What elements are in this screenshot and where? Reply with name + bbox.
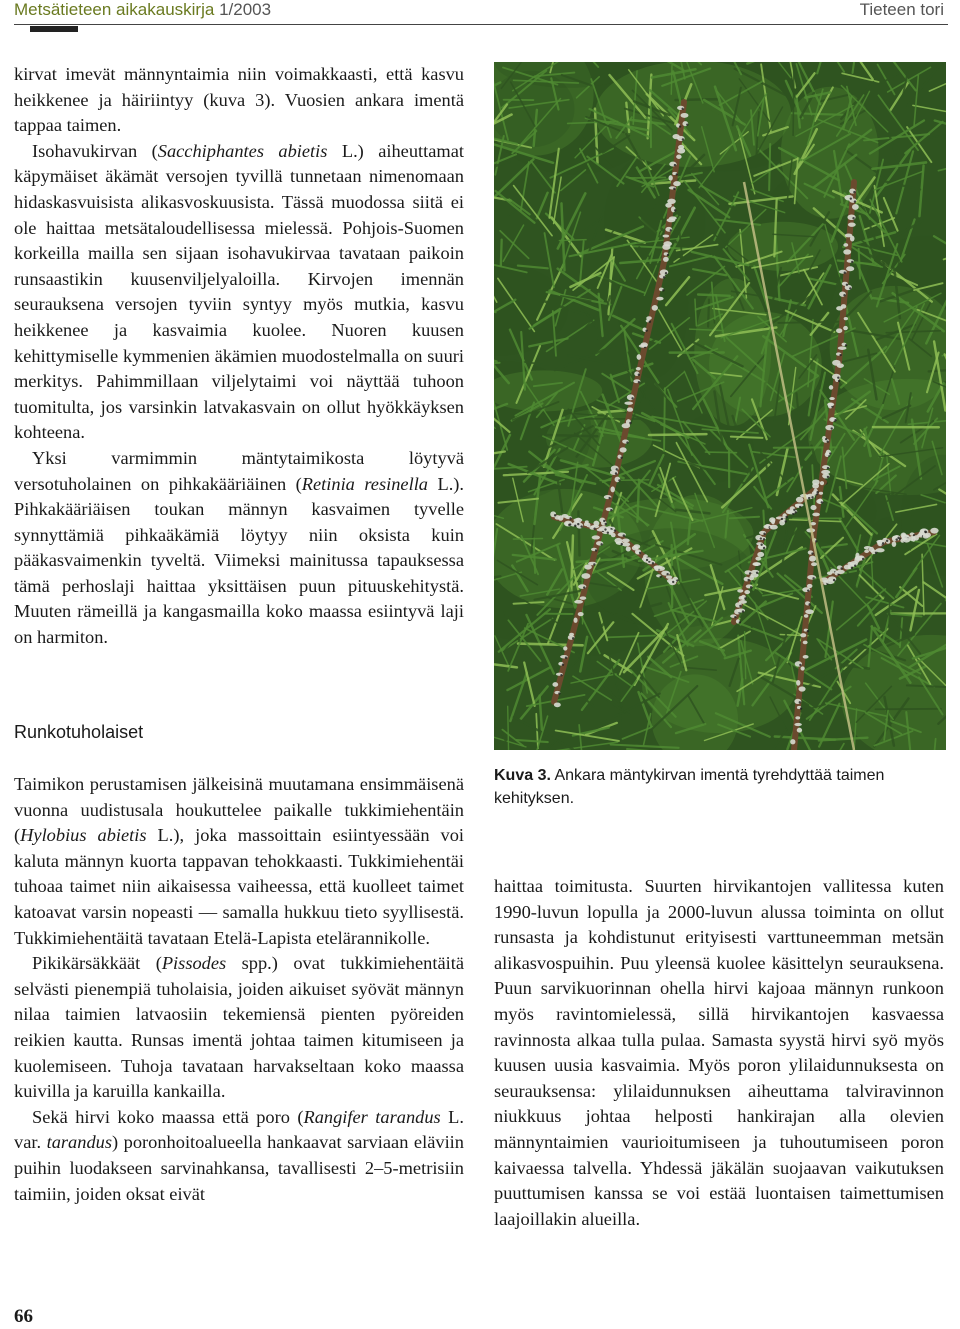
caption-label: Kuva 3. bbox=[494, 767, 551, 784]
species-name: Sacchiphantes abietis bbox=[157, 140, 328, 161]
section-title: Tieteen tori bbox=[859, 0, 944, 19]
journal-title bbox=[14, 0, 271, 20]
text-column-bottom-left bbox=[14, 772, 464, 1207]
species-name: Retinia resinella bbox=[301, 473, 429, 494]
caption-text: Ankara mäntykirvan imentä tyrehdyttää taimen kehityksen. bbox=[494, 767, 885, 807]
paragraph: haittaa toimitusta. Suurten hirvikantojen vallitessa kuten 1990-luvun lopulla ja 2000-luvun alussa toiminta on ollut runsasta ja kohdistunut erityisesti varttuneemman metsän alikasvospuihin. Puu yleensä kuolee käsittelyn seurauksena. Puun sarvikuorinnan ohella hirvi kajoaa männyn runkoon myös ravintomielessä, sillä hirvikantojen kasvaessa ravinnosta alkaa tulla pulaa. Samasta syystä hirvi syö myös kuusen uusia kasvaimia. Myös poron ylilaidunnuksesta on seurauksensa: ylilaidunnuksen aiheuttama talviravinnon niukkuus johtaa helposti hankirajan alla olevien männyntaimien vaurioitumiseen ja tuhoutumiseen poron kaivaessa talvella. Yhdessä jäkälän suojaavan vaikutuksen puuttumisen kanssa se voi estää luontaisen taimettumisen laajoillakin alueilla. bbox=[494, 876, 944, 1229]
paragraph: Sekä hirvi koko maassa että poro (Rangifer tarandus L. var. tarandus) poronhoitoalueella hankaavat sarviaan eläviin puihin luodakseen sarvinahkansa, tavallisesti 2–5-metrisiin taimiin, joiden oksat eivät bbox=[14, 1106, 464, 1204]
text-column-right bbox=[494, 874, 944, 1232]
journal-issue: 1/2003 bbox=[219, 0, 272, 19]
page-number: 66 bbox=[14, 1306, 33, 1327]
paragraph: Isohavukirvan (Sacchiphantes abietis L.) aiheuttamat käpymäiset äkämät versojen tyvillä tunnetaan nimenomaan hidaskasvuisista alikasvoskuusista. Tässä muodossa siitä ei ole haittaa metsätaloudellisessa mielessä. Pohjois-Suomen korkeilla mailla sen sijaan isohavukirvaa tavataan paikoin runsaastikin kuusenviljelyaloilla. Kirvojen imennän seurauksena versojen tyviin syntyy myös mutkia, kasvu heikkenee ja kasvaimia kuolee. Nuoren kuusen kehittymiselle kymmenien äkämien muodostelmalla on suuri merkitys. Pahimmillaan viljelytaimi voi näyttää tuhoon tuomitulta, jos varsinkin latvakasvain on ollut hyökkäyksen kohteena. bbox=[14, 140, 464, 443]
paragraph: Yksi varmimmin mäntytaimikosta löytyvä versotuholainen on pihkakääriäinen (Retinia resinella L.). Pihkakääriäisen toukan männyn kasvaimen tyvelle synnyttämiä pihkaäkämiä löytyy niin oksista kuin pääkasvaimenkin tyveltä. Viimeksi mainitussa tapauksessa tämä perhoslaji haittaa yksittäisen puun pituuskehitystä. Muuten rämeillä ja kangasmailla koko maassa esiintyvä laji on harmiton. bbox=[14, 447, 465, 648]
species-name: Hylobius abietis bbox=[20, 825, 147, 846]
paragraph: Pikikärsäkkäät (Pissodes spp.) ovat tukkimiehentäitä selvästi pienempiä tuholaisia, joiden aikuiset syövät männyn nilaa taimien latvaosiin tekemiensä pienten pyöreiden reikien kautta. Runsas imentä johtaa taimen kitumiseen ja kuolemiseen. Tuhoja tavataan harvakseltaan koko maassa kuivilla ja karuilla kankailla. bbox=[14, 953, 464, 1102]
figure-caption bbox=[494, 764, 946, 810]
header-accent-bar bbox=[30, 26, 78, 32]
journal-name: Metsätieteen aikakauskirja bbox=[14, 0, 215, 19]
header-rule bbox=[14, 24, 948, 25]
pine-aphid-photo bbox=[494, 62, 946, 750]
variety-name: tarandus bbox=[46, 1132, 112, 1153]
species-name: Rangifer tarandus bbox=[303, 1106, 441, 1127]
species-name: Pissodes bbox=[161, 953, 227, 974]
page-header bbox=[0, 0, 960, 24]
section-subheading: Runkotuholaiset bbox=[14, 722, 144, 742]
paragraph: Taimikon perustamisen jälkeisinä muutamana ensimmäisenä vuonna uudistusala houkuttelee paikalle tukkimiehentäin (Hylobius abietis L.), joka massoittain esiintyessään voi kaluta männyn kuorta tappavan tehokkaasti. Tukkimiehentäi tuhoaa taimet niin aikaisessa vaiheessa, että kuolleet taimet katoavat varsin nopeasti — samalla hukkuu tieto syyllisestä. Tukkimiehentäitä tavataan Etelä-Lapista etelärannikolle. bbox=[14, 774, 465, 948]
pine-seedling-illustration bbox=[494, 62, 946, 750]
text-column-top-left bbox=[14, 62, 464, 651]
paragraph: kirvat imevät männyntaimia niin voimakkaasti, että kasvu heikkenee ja häiriintyy (kuva 3). Vuosien ankara imentä tappaa taimen. bbox=[14, 64, 464, 136]
